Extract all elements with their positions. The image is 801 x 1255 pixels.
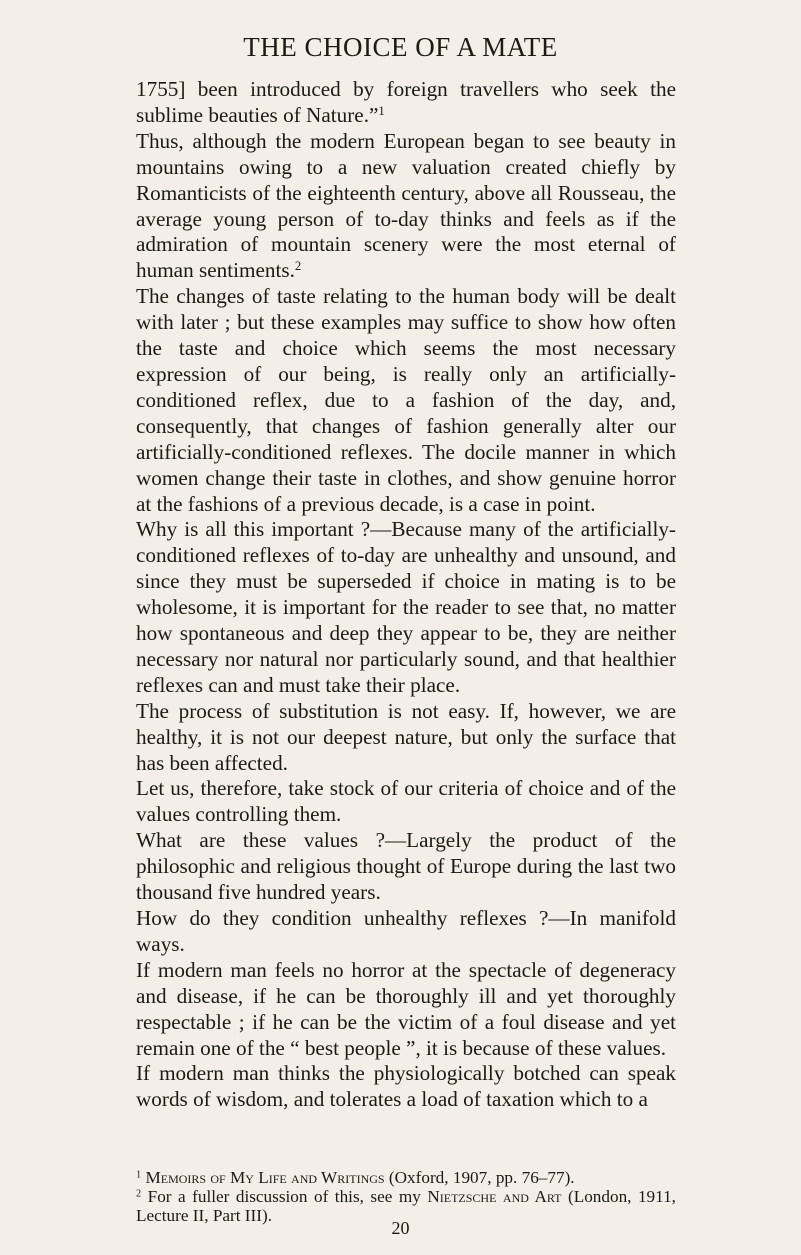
footnote-text: (London, 1911, Lecture II, Part III). <box>136 1187 676 1225</box>
footnote-title: Nietzsche and Art <box>427 1187 562 1206</box>
footnote-text: (Oxford, 1907, pp. 76–77). <box>384 1168 575 1187</box>
footnote-text: For a fuller discussion of this, see my <box>147 1187 428 1206</box>
paragraph <box>136 828 676 906</box>
footnote-title: Memoirs of My Life and Writings <box>145 1168 385 1187</box>
paragraph-text: Why is all this important ?—Because many of the artificially-conditioned reflexes of to-day are unhealthy and unsound, and since they must be superseded if choice in mating is to be wholesome, it is important for the reader to see that, no matter how spontaneous and deep they appear to be, they are neither necessary nor natural nor particularly sound, and that healthier reflexes can and must take their place. <box>136 517 676 697</box>
running-head: THE CHOICE OF A MATE <box>243 32 558 62</box>
paragraph <box>136 129 676 284</box>
footnote-marker: 1 <box>136 1169 142 1181</box>
footnotes <box>136 1168 676 1225</box>
paragraph <box>136 958 676 1062</box>
paragraph-text: The changes of taste relating to the human body will be dealt with later ; but these examples may suffice to show how often the taste and choice which seems the most necessary expression of our being, is really only an artificially-conditioned reflex, due to a fashion of the day, and, consequently, that changes of fashion generally alter our artificially-conditioned reflexes. The docile manner in which women change their taste in clothes, and show genuine horror at the fashions of a previous decade, is a case in point. <box>136 284 676 516</box>
paragraph-text: How do they condition unhealthy reflexes ?—In manifold ways. <box>136 906 676 956</box>
paragraph <box>136 284 676 517</box>
paragraph-text: What are these values ?—Largely the product of the philosophic and religious thought of Europe during the last two thousand five hundred years. <box>136 828 676 905</box>
footnote <box>136 1168 676 1187</box>
paragraph <box>136 1061 676 1113</box>
body-text <box>136 77 676 1113</box>
footnote-reference: 2 <box>294 259 302 274</box>
footnote-marker: 2 <box>136 1188 142 1200</box>
paragraph <box>136 77 676 129</box>
paragraph <box>136 906 676 958</box>
paragraph <box>136 699 676 777</box>
footnote-reference: 1 <box>378 103 385 118</box>
paragraph-text: If modern man feels no horror at the spectacle of degeneracy and disease, if he can be thoroughly ill and yet thoroughly respectable ; if he can be the victim of a foul disease and yet remain one of the “ best people ”, it is because of these values. <box>136 957 676 1060</box>
paragraph <box>136 776 676 828</box>
paragraph-text: 1755] been introduced by foreign travellers who seek the sublime beauties of Nature.” <box>136 77 676 127</box>
page-number: 20 <box>391 1218 410 1238</box>
paragraph-text: If modern man thinks the physiologically botched can speak words of wisdom, and tolerates a load of taxation which to a <box>136 1061 676 1112</box>
paragraph-text: Let us, therefore, take stock of our criteria of choice and of the values controlling them. <box>136 776 676 827</box>
paragraph <box>136 517 676 698</box>
paragraph-text: Thus, although the modern European began to see beauty in mountains owing to a new valuation created chiefly by Romanticists of the eighteenth century, above all Rousseau, the average young person of to-day thinks and feels as if the admiration of mountain scenery were the most eternal of human sentiments. <box>136 128 676 283</box>
paragraph-text: The process of substitution is not easy. If, however, we are healthy, it is not our deepest nature, but only the surface that has been affected. <box>136 698 676 775</box>
